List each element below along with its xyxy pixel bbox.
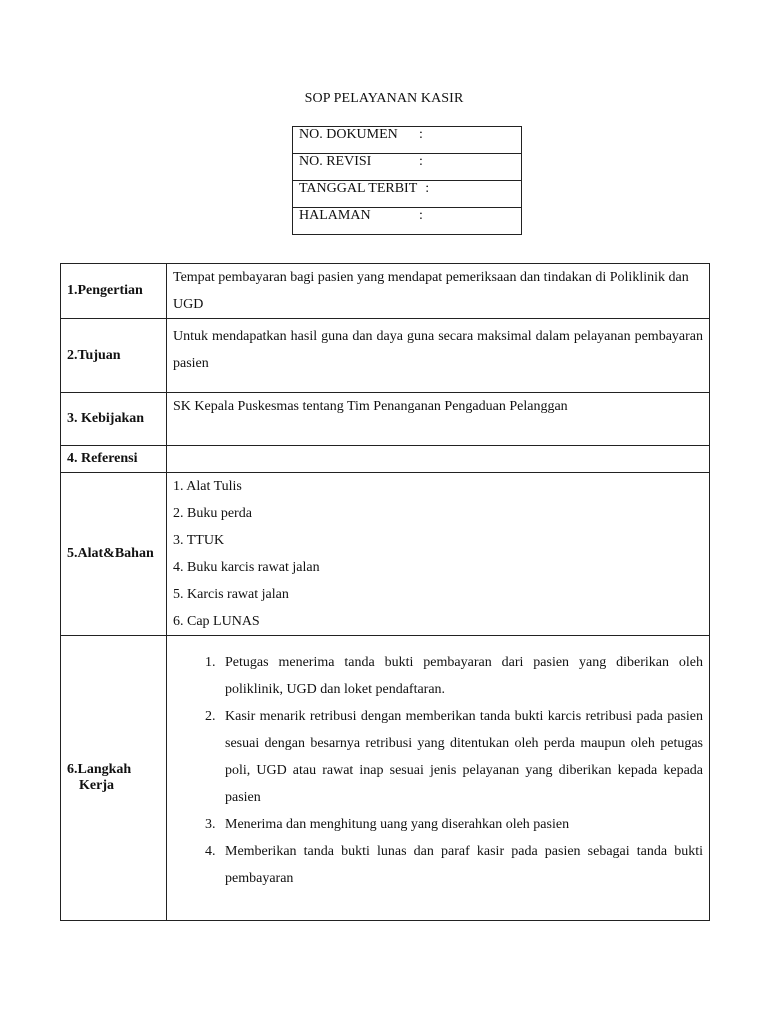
text-pengertian: Tempat pembayaran bagi pasien yang mendapat pemeriksaan dan tindakan di Poliklinik dan UGD: [167, 264, 710, 319]
doc-number-sep: :: [419, 127, 423, 142]
list-item: 2. Buku perda: [173, 506, 252, 521]
doc-info-cell: [293, 181, 522, 208]
issue-date-label: TANGGAL TERBIT: [299, 181, 418, 196]
row-langkah-kerja: [61, 636, 710, 921]
list-item: 3. TTUK: [173, 533, 225, 548]
heading-alat-bahan: 5.Alat&Bahan: [61, 473, 167, 636]
document-title: SOP PELAYANAN KASIR: [304, 91, 464, 106]
document-info-table: [292, 126, 522, 235]
text-referensi: [167, 446, 710, 473]
heading-kebijakan: 3. Kebijakan: [61, 393, 167, 446]
steps-list: [173, 649, 703, 892]
doc-info-row: [293, 181, 522, 208]
revision-label: NO. REVISI: [299, 154, 372, 169]
heading-langkah-kerja: [61, 636, 167, 921]
doc-info-row: [293, 154, 522, 181]
list-item: 5. Karcis rawat jalan: [173, 587, 289, 602]
heading-langkah-line2: Kerja: [79, 778, 114, 793]
step-item: 3. Menerima dan menghitung uang yang diserahkan oleh pasien: [219, 811, 703, 838]
page-label: HALAMAN: [299, 208, 371, 223]
page-sep: :: [419, 208, 423, 223]
alat-bahan-cell: [167, 473, 710, 636]
doc-info-cell: [293, 208, 522, 235]
doc-info-cell: [293, 127, 522, 154]
heading-referensi: 4. Referensi: [61, 446, 167, 473]
text-tujuan: Untuk mendapatkan hasil guna dan daya guna secara maksimal dalam pelayanan pembayaran pasien: [167, 319, 710, 393]
doc-info-cell: [293, 154, 522, 181]
step-item: 1. Petugas menerima tanda bukti pembayaran dari pasien yang diberikan oleh poliklinik, UGD dan loket pendaftaran.: [219, 649, 703, 703]
row-referensi: [61, 446, 710, 473]
revision-sep: :: [419, 154, 423, 169]
doc-info-row: [293, 127, 522, 154]
doc-number-label: NO. DOKUMEN: [299, 127, 398, 142]
list-item: 1. Alat Tulis: [173, 479, 242, 494]
heading-tujuan: 2.Tujuan: [61, 319, 167, 393]
step-item: 2. Kasir menarik retribusi dengan memberikan tanda bukti karcis retribusi pada pasien sesuai dengan besarnya retribusi yang ditentukan oleh perda maupun oleh petugas poli, UGD atau rawat inap sesuai jenis pelayanan yang diberikan kepada kepada pasien: [219, 703, 703, 811]
alat-bahan-list: [173, 473, 703, 635]
row-pengertian: [61, 264, 710, 319]
doc-info-row: [293, 208, 522, 235]
row-tujuan: [61, 319, 710, 393]
sop-table: [60, 263, 710, 921]
langkah-kerja-cell: [167, 636, 710, 921]
heading-langkah-line1: 6.Langkah: [67, 762, 132, 777]
row-alat-bahan: [61, 473, 710, 636]
list-item: 4. Buku karcis rawat jalan: [173, 560, 320, 575]
list-item: 6. Cap LUNAS: [173, 614, 260, 629]
heading-pengertian: 1.Pengertian: [61, 264, 167, 319]
step-item: 4. Memberikan tanda bukti lunas dan paraf kasir pada pasien sebagai tanda bukti pembayaran: [219, 838, 703, 892]
text-kebijakan: SK Kepala Puskesmas tentang Tim Penanganan Pengaduan Pelanggan: [167, 393, 710, 446]
issue-date-sep: :: [425, 181, 430, 196]
row-kebijakan: [61, 393, 710, 446]
